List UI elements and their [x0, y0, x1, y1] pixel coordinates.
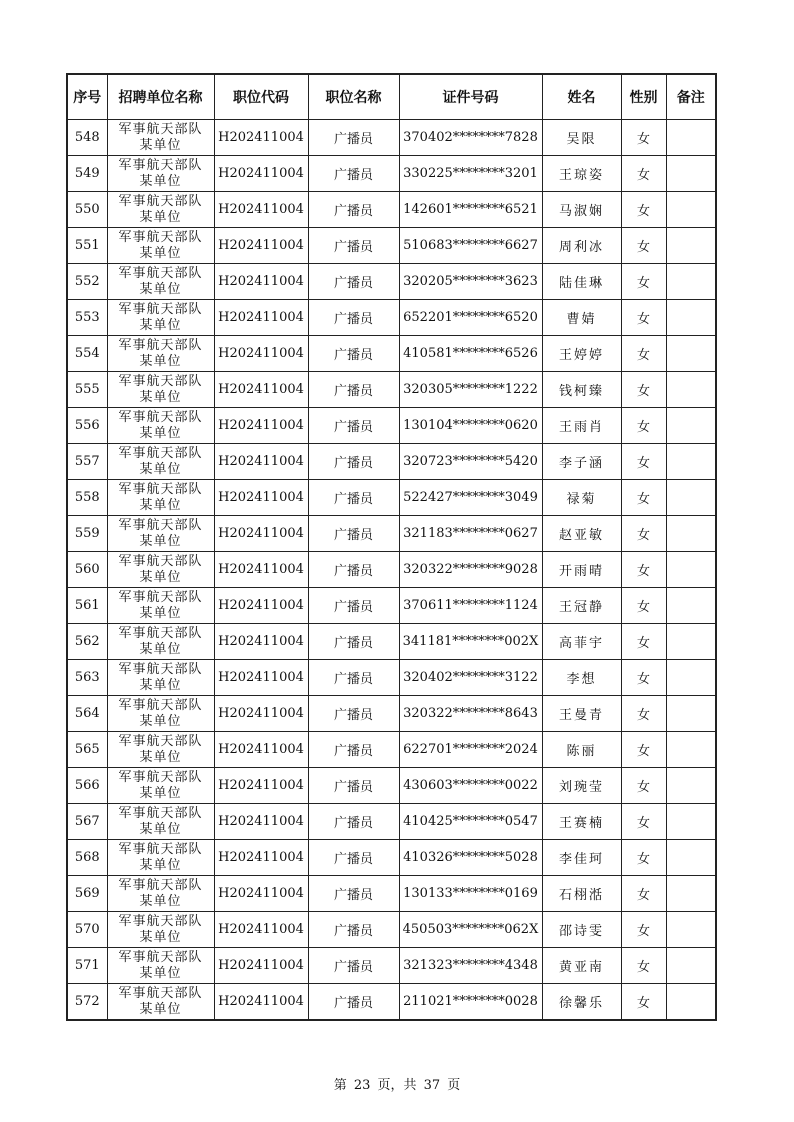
unit-line: 军事航天部队 — [118, 157, 203, 173]
table-row — [67, 696, 716, 732]
header-code: 职位代码 — [214, 74, 308, 120]
cell-unit — [107, 516, 214, 552]
cell-position: 广播员 — [308, 948, 399, 984]
unit-line: 某单位 — [139, 353, 182, 369]
cell-position: 广播员 — [308, 912, 399, 948]
cell-code: H202411004 — [214, 228, 308, 264]
cell-name: 陆佳琳 — [542, 264, 621, 300]
cell-position: 广播员 — [308, 516, 399, 552]
cell-code: H202411004 — [214, 156, 308, 192]
cell-gender: 女 — [621, 336, 666, 372]
table-row — [67, 120, 716, 156]
cell-id: 652201********6520 — [399, 300, 542, 336]
cell-name: 黄亚南 — [542, 948, 621, 984]
unit-line: 某单位 — [139, 965, 182, 981]
cell-name: 石栩湉 — [542, 876, 621, 912]
cell-unit — [107, 804, 214, 840]
unit-line: 某单位 — [139, 137, 182, 153]
table-row — [67, 264, 716, 300]
unit-line: 军事航天部队 — [118, 445, 203, 461]
cell-note — [666, 372, 716, 408]
unit-line: 军事航天部队 — [118, 517, 203, 533]
cell-seq: 556 — [67, 408, 107, 444]
table-row — [67, 732, 716, 768]
cell-id: 130104********0620 — [399, 408, 542, 444]
cell-unit — [107, 912, 214, 948]
table-row — [67, 912, 716, 948]
cell-name: 禄菊 — [542, 480, 621, 516]
cell-note — [666, 336, 716, 372]
unit-line: 某单位 — [139, 425, 182, 441]
cell-code: H202411004 — [214, 804, 308, 840]
cell-seq: 550 — [67, 192, 107, 228]
cell-gender: 女 — [621, 300, 666, 336]
cell-seq: 554 — [67, 336, 107, 372]
cell-id: 341181********002X — [399, 624, 542, 660]
cell-code: H202411004 — [214, 444, 308, 480]
cell-code: H202411004 — [214, 948, 308, 984]
cell-unit — [107, 588, 214, 624]
cell-position: 广播员 — [308, 408, 399, 444]
unit-line: 军事航天部队 — [118, 661, 203, 677]
unit-line: 军事航天部队 — [118, 625, 203, 641]
unit-line: 军事航天部队 — [118, 877, 203, 893]
cell-unit — [107, 120, 214, 156]
cell-unit — [107, 624, 214, 660]
table-header-row — [67, 74, 716, 120]
header-note: 备注 — [666, 74, 716, 120]
cell-gender: 女 — [621, 516, 666, 552]
unit-line: 某单位 — [139, 569, 182, 585]
unit-line: 某单位 — [139, 749, 182, 765]
cell-code: H202411004 — [214, 588, 308, 624]
table-row — [67, 984, 716, 1021]
cell-code: H202411004 — [214, 264, 308, 300]
table-row — [67, 876, 716, 912]
cell-seq: 559 — [67, 516, 107, 552]
unit-line: 军事航天部队 — [118, 841, 203, 857]
unit-line: 军事航天部队 — [118, 985, 203, 1001]
unit-line: 某单位 — [139, 605, 182, 621]
unit-line: 某单位 — [139, 209, 182, 225]
cell-name: 开雨晴 — [542, 552, 621, 588]
unit-line: 军事航天部队 — [118, 769, 203, 785]
table-row — [67, 300, 716, 336]
cell-position: 广播员 — [308, 624, 399, 660]
cell-unit — [107, 228, 214, 264]
cell-unit — [107, 480, 214, 516]
table-row — [67, 372, 716, 408]
table-row — [67, 768, 716, 804]
cell-code: H202411004 — [214, 660, 308, 696]
cell-seq: 551 — [67, 228, 107, 264]
cell-gender: 女 — [621, 804, 666, 840]
cell-position: 广播员 — [308, 156, 399, 192]
cell-code: H202411004 — [214, 624, 308, 660]
cell-unit — [107, 840, 214, 876]
cell-gender: 女 — [621, 876, 666, 912]
unit-line: 军事航天部队 — [118, 121, 203, 137]
cell-id: 320322********9028 — [399, 552, 542, 588]
cell-id: 522427********3049 — [399, 480, 542, 516]
unit-line: 军事航天部队 — [118, 193, 203, 209]
cell-id: 450503********062X — [399, 912, 542, 948]
cell-gender: 女 — [621, 588, 666, 624]
cell-gender: 女 — [621, 192, 666, 228]
cell-note — [666, 408, 716, 444]
cell-name: 李佳珂 — [542, 840, 621, 876]
cell-seq: 561 — [67, 588, 107, 624]
cell-unit — [107, 552, 214, 588]
cell-gender: 女 — [621, 732, 666, 768]
cell-position: 广播员 — [308, 876, 399, 912]
cell-seq: 558 — [67, 480, 107, 516]
unit-line: 军事航天部队 — [118, 229, 203, 245]
cell-name: 邵诗雯 — [542, 912, 621, 948]
table-row — [67, 552, 716, 588]
cell-id: 142601********6521 — [399, 192, 542, 228]
cell-unit — [107, 408, 214, 444]
cell-seq: 570 — [67, 912, 107, 948]
cell-position: 广播员 — [308, 732, 399, 768]
cell-position: 广播员 — [308, 192, 399, 228]
cell-code: H202411004 — [214, 984, 308, 1021]
cell-gender: 女 — [621, 408, 666, 444]
unit-line: 某单位 — [139, 893, 182, 909]
cell-id: 320205********3623 — [399, 264, 542, 300]
cell-id: 410326********5028 — [399, 840, 542, 876]
cell-unit — [107, 192, 214, 228]
cell-unit — [107, 660, 214, 696]
cell-position: 广播员 — [308, 660, 399, 696]
cell-id: 370402********7828 — [399, 120, 542, 156]
cell-name: 王雨肖 — [542, 408, 621, 444]
cell-code: H202411004 — [214, 516, 308, 552]
cell-id: 320402********3122 — [399, 660, 542, 696]
table-row — [67, 480, 716, 516]
unit-line: 军事航天部队 — [118, 805, 203, 821]
cell-id: 321323********4348 — [399, 948, 542, 984]
cell-position: 广播员 — [308, 336, 399, 372]
table-row — [67, 840, 716, 876]
table-row — [67, 408, 716, 444]
cell-position: 广播员 — [308, 120, 399, 156]
cell-seq: 568 — [67, 840, 107, 876]
cell-gender: 女 — [621, 624, 666, 660]
cell-code: H202411004 — [214, 840, 308, 876]
cell-position: 广播员 — [308, 768, 399, 804]
header-unit: 招聘单位名称 — [107, 74, 214, 120]
cell-gender: 女 — [621, 912, 666, 948]
cell-seq: 548 — [67, 120, 107, 156]
cell-note — [666, 228, 716, 264]
table-row — [67, 804, 716, 840]
cell-gender: 女 — [621, 696, 666, 732]
cell-note — [666, 300, 716, 336]
cell-name: 马淑娴 — [542, 192, 621, 228]
unit-line: 某单位 — [139, 245, 182, 261]
cell-note — [666, 120, 716, 156]
cell-gender: 女 — [621, 372, 666, 408]
cell-code: H202411004 — [214, 876, 308, 912]
cell-name: 高菲宇 — [542, 624, 621, 660]
cell-name: 王赛楠 — [542, 804, 621, 840]
cell-name: 吴限 — [542, 120, 621, 156]
unit-line: 军事航天部队 — [118, 301, 203, 317]
cell-seq: 565 — [67, 732, 107, 768]
cell-code: H202411004 — [214, 732, 308, 768]
cell-unit — [107, 984, 214, 1021]
cell-note — [666, 912, 716, 948]
cell-code: H202411004 — [214, 120, 308, 156]
cell-note — [666, 264, 716, 300]
cell-id: 410425********0547 — [399, 804, 542, 840]
applicant-table — [66, 73, 717, 1021]
cell-seq: 569 — [67, 876, 107, 912]
cell-id: 622701********2024 — [399, 732, 542, 768]
unit-line: 军事航天部队 — [118, 913, 203, 929]
cell-id: 321183********0627 — [399, 516, 542, 552]
cell-name: 刘琬莹 — [542, 768, 621, 804]
cell-note — [666, 624, 716, 660]
cell-gender: 女 — [621, 228, 666, 264]
unit-line: 军事航天部队 — [118, 265, 203, 281]
unit-line: 军事航天部队 — [118, 949, 203, 965]
cell-id: 320305********1222 — [399, 372, 542, 408]
cell-note — [666, 804, 716, 840]
cell-code: H202411004 — [214, 552, 308, 588]
cell-code: H202411004 — [214, 480, 308, 516]
cell-name: 曹婧 — [542, 300, 621, 336]
cell-note — [666, 840, 716, 876]
table-row — [67, 192, 716, 228]
cell-note — [666, 696, 716, 732]
cell-note — [666, 552, 716, 588]
cell-id: 510683********6627 — [399, 228, 542, 264]
cell-unit — [107, 732, 214, 768]
cell-id: 330225********3201 — [399, 156, 542, 192]
table-row — [67, 624, 716, 660]
cell-gender: 女 — [621, 480, 666, 516]
cell-seq: 557 — [67, 444, 107, 480]
cell-unit — [107, 768, 214, 804]
table-row — [67, 336, 716, 372]
cell-code: H202411004 — [214, 912, 308, 948]
cell-position: 广播员 — [308, 984, 399, 1021]
cell-gender: 女 — [621, 120, 666, 156]
unit-line: 某单位 — [139, 677, 182, 693]
cell-gender: 女 — [621, 660, 666, 696]
unit-line: 军事航天部队 — [118, 409, 203, 425]
cell-seq: 571 — [67, 948, 107, 984]
cell-code: H202411004 — [214, 300, 308, 336]
table-row — [67, 588, 716, 624]
cell-code: H202411004 — [214, 192, 308, 228]
cell-seq: 564 — [67, 696, 107, 732]
cell-seq: 553 — [67, 300, 107, 336]
cell-unit — [107, 948, 214, 984]
cell-position: 广播员 — [308, 840, 399, 876]
cell-note — [666, 516, 716, 552]
cell-note — [666, 156, 716, 192]
unit-line: 某单位 — [139, 317, 182, 333]
cell-name: 王冠静 — [542, 588, 621, 624]
cell-gender: 女 — [621, 768, 666, 804]
cell-id: 410581********6526 — [399, 336, 542, 372]
cell-seq: 572 — [67, 984, 107, 1021]
unit-line: 某单位 — [139, 713, 182, 729]
cell-note — [666, 192, 716, 228]
table-row — [67, 516, 716, 552]
header-position: 职位名称 — [308, 74, 399, 120]
unit-line: 某单位 — [139, 173, 182, 189]
cell-unit — [107, 264, 214, 300]
table-row — [67, 660, 716, 696]
unit-line: 军事航天部队 — [118, 733, 203, 749]
cell-seq: 560 — [67, 552, 107, 588]
cell-name: 王曼青 — [542, 696, 621, 732]
cell-position: 广播员 — [308, 228, 399, 264]
cell-name: 李子涵 — [542, 444, 621, 480]
cell-id: 130133********0169 — [399, 876, 542, 912]
cell-id: 211021********0028 — [399, 984, 542, 1021]
cell-id: 430603********0022 — [399, 768, 542, 804]
cell-code: H202411004 — [214, 336, 308, 372]
unit-line: 某单位 — [139, 929, 182, 945]
cell-position: 广播员 — [308, 588, 399, 624]
cell-unit — [107, 156, 214, 192]
cell-seq: 552 — [67, 264, 107, 300]
cell-id: 320322********8643 — [399, 696, 542, 732]
unit-line: 某单位 — [139, 1001, 182, 1017]
cell-position: 广播员 — [308, 264, 399, 300]
cell-note — [666, 444, 716, 480]
cell-name: 王婷婷 — [542, 336, 621, 372]
cell-seq: 566 — [67, 768, 107, 804]
header-seq: 序号 — [67, 74, 107, 120]
cell-unit — [107, 336, 214, 372]
cell-code: H202411004 — [214, 408, 308, 444]
table-row — [67, 444, 716, 480]
header-gender: 性别 — [621, 74, 666, 120]
cell-gender: 女 — [621, 984, 666, 1021]
cell-position: 广播员 — [308, 804, 399, 840]
cell-seq: 549 — [67, 156, 107, 192]
cell-note — [666, 480, 716, 516]
table-row — [67, 228, 716, 264]
page-number: 第 23 页，共 37 页 — [333, 1078, 461, 1093]
unit-line: 军事航天部队 — [118, 373, 203, 389]
cell-position: 广播员 — [308, 552, 399, 588]
cell-gender: 女 — [621, 444, 666, 480]
cell-position: 广播员 — [308, 372, 399, 408]
cell-position: 广播员 — [308, 300, 399, 336]
unit-line: 军事航天部队 — [118, 589, 203, 605]
cell-gender: 女 — [621, 840, 666, 876]
header-id: 证件号码 — [399, 74, 542, 120]
cell-note — [666, 948, 716, 984]
cell-note — [666, 588, 716, 624]
unit-line: 军事航天部队 — [118, 553, 203, 569]
unit-line: 军事航天部队 — [118, 337, 203, 353]
unit-line: 某单位 — [139, 281, 182, 297]
cell-name: 赵亚敏 — [542, 516, 621, 552]
cell-name: 钱柯臻 — [542, 372, 621, 408]
cell-gender: 女 — [621, 552, 666, 588]
cell-code: H202411004 — [214, 372, 308, 408]
cell-unit — [107, 696, 214, 732]
table-row — [67, 948, 716, 984]
cell-unit — [107, 300, 214, 336]
cell-note — [666, 660, 716, 696]
unit-line: 军事航天部队 — [118, 481, 203, 497]
cell-seq: 562 — [67, 624, 107, 660]
cell-seq: 567 — [67, 804, 107, 840]
cell-note — [666, 984, 716, 1021]
cell-seq: 555 — [67, 372, 107, 408]
cell-name: 周利冰 — [542, 228, 621, 264]
cell-position: 广播员 — [308, 444, 399, 480]
cell-seq: 563 — [67, 660, 107, 696]
cell-name: 李想 — [542, 660, 621, 696]
unit-line: 某单位 — [139, 389, 182, 405]
unit-line: 军事航天部队 — [118, 697, 203, 713]
cell-note — [666, 876, 716, 912]
cell-gender: 女 — [621, 948, 666, 984]
cell-gender: 女 — [621, 156, 666, 192]
cell-gender: 女 — [621, 264, 666, 300]
cell-name: 王琼姿 — [542, 156, 621, 192]
cell-id: 320723********5420 — [399, 444, 542, 480]
cell-name: 陈丽 — [542, 732, 621, 768]
cell-name: 徐馨乐 — [542, 984, 621, 1021]
cell-position: 广播员 — [308, 480, 399, 516]
header-name: 姓名 — [542, 74, 621, 120]
cell-unit — [107, 876, 214, 912]
unit-line: 某单位 — [139, 785, 182, 801]
cell-position: 广播员 — [308, 696, 399, 732]
cell-unit — [107, 444, 214, 480]
unit-line: 某单位 — [139, 533, 182, 549]
cell-note — [666, 768, 716, 804]
unit-line: 某单位 — [139, 641, 182, 657]
cell-unit — [107, 372, 214, 408]
unit-line: 某单位 — [139, 857, 182, 873]
unit-line: 某单位 — [139, 821, 182, 837]
cell-note — [666, 732, 716, 768]
cell-code: H202411004 — [214, 768, 308, 804]
unit-line: 某单位 — [139, 461, 182, 477]
table-row — [67, 156, 716, 192]
unit-line: 某单位 — [139, 497, 182, 513]
cell-id: 370611********1124 — [399, 588, 542, 624]
cell-code: H202411004 — [214, 696, 308, 732]
